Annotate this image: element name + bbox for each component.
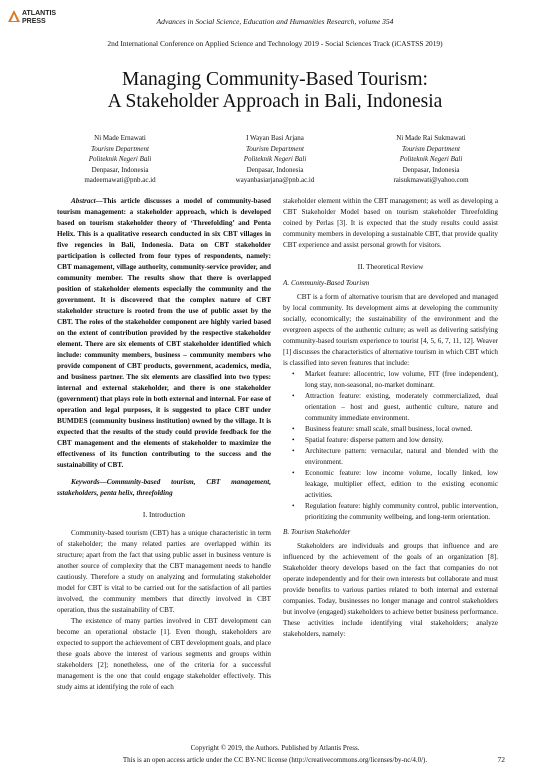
- paragraph: CBT is a form of alternative tourism that are developed and managed by local community. Its development aims at developing the community socially, economically; the sustainability of the environment and the evergreen aspects of the authentic culture; as well as delivering satisfying community-based tourism experience to tourist [4, 5, 6, 7, 11, 12]. Weaver [1] discusses the characteristics of alternative tourism in which CBT which is classified into seven features that include:: [283, 293, 498, 367]
- right-column: [283, 196, 498, 640]
- section-heading-review: II. Theoretical Review: [357, 262, 424, 271]
- list-item: • Spatial feature: disperse pattern and low density.: [305, 435, 498, 446]
- subsection-heading-stakeholder: B. Tourism Stakeholder: [283, 528, 351, 536]
- feature-list: [283, 369, 498, 523]
- conference-header: 2nd International Conference on Applied Science and Technology 2019 - Social Sciences Track (iCASTSS 2019): [107, 39, 443, 48]
- copyright-notice: Copyright © 2019, the Authors. Published by Atlantis Press.: [190, 744, 360, 752]
- paragraph: Stakeholders are individuals and groups that influence and are influenced by the achievement of the goals of an organization [8]. Stakeholder theory develops based on the fact that companies do not operate independently and for their own interests but collaborate and must provide benefits to various parties related to both internal and external companies. Today, businesses no longer manage and control stakeholders but involve (engaged) stakeholders to achieve better business performance. These activities include identifying vital stakeholders; analyze stakeholders, namely:: [283, 542, 498, 638]
- paragraph: stakeholder element within the CBT management; as well as developing a CBT Stakeholder Model based on tourism stakeholder Threefolding coined by Perlas [3]. It is expected that the study results could assist community members in developing a sustainable CBT, that provide quality CBT experience and assist personal growth for visitors.: [283, 197, 498, 249]
- list-item: • Architecture pattern: vernacular, natural and blended with the environment.: [305, 446, 498, 468]
- journal-header: Advances in Social Science, Education and Humanities Research, volume 354: [156, 17, 394, 26]
- author-block: Ni Made Rai Sukmawati Tourism Department Politeknik Negeri Bali Denpasar, Indonesia raisukmawati@yahoo.com: [393, 134, 469, 184]
- list-item: • Economic feature: low income volume, locally linked, low leakage, multiplier effect, edition to the existing economic activities.: [305, 468, 498, 501]
- section-heading-introduction: I. Introduction: [142, 510, 186, 519]
- list-item: • Business feature: small scale, small business, local owned.: [305, 424, 498, 435]
- list-item: • Attraction feature: existing, moderately commercialized, dual orientation – host and guest, authentic culture, nature and community immediate environment.: [305, 391, 498, 424]
- paragraph: Community-based tourism (CBT) has a unique characteristic in term of stakeholder; the many related parties are overlapped within its structure; apart from the fact that using public asset in business venture is another source of complexity that the CBT management needs to handle cautiously. Therefore a study on analyzing and formulating stakeholder model for CBT is vital to be carried out for the satisfaction of all parties involved, the community members that directly involved in CBT operation, thus the sustainability of CBT.: [57, 529, 271, 614]
- list-item: • Market feature: allocentric, low volume, FIT (free independent), long stay, non-seasonal, no-market dominant.: [305, 369, 498, 391]
- author-block: I Wayan Basi Arjana Tourism Department Politeknik Negeri Bali Denpasar, Indonesia wayanbasiarjana@pnb.ac.id: [235, 134, 315, 184]
- paper-title: Managing Community-Based Tourism: A Stakeholder Approach in Bali, Indonesia: [107, 69, 443, 112]
- list-item: • Regulation feature: highly community control, public intervention, prioritizing the community wellbeing, and long-term orientation.: [305, 501, 498, 523]
- page-number: 72: [497, 755, 505, 764]
- keywords: Keywords—Community-based tourism, CBT management, sstakeholders, penta helix, threefolding: [57, 478, 271, 497]
- subsection-heading-cbt: A. Community-Based Tourism: [283, 279, 370, 287]
- author-block: Ni Made Ernawati Tourism Department Politeknik Negeri Bali Denpasar, Indonesia madeernawati@pnb.ac.id: [84, 134, 156, 184]
- left-column: [57, 196, 271, 693]
- publisher-name: ATLANTIS PRESS: [22, 10, 57, 25]
- paragraph: The existence of many parties involved in CBT development can become an operational obstacle [1]. Even though, stakeholders are expected to support the achievement of CBT development goals, and place these goals above the interest of various segments and groups within stakeholders [2]; nonetheless, one of the criteria for a successful management is the one that could engage stakeholder effectively. This study aims at identifying the role of each: [57, 617, 271, 691]
- abstract: Abstract—This article discusses a model of community-based tourism management: a stakeholder approach, which is developed based on tourism stakeholder theory of ‘Threefolding’ and Penta Helix. This is a qualitative research conducted in six CBT villages in five regencies in Bali, Indonesia. Data on CBT stakeholder participation is collected from four types of respondents, namely: CBT management, village authority, community-service provider, and community member. The results show that there is overlapped position of stakeholder elements especially the community and the government. It is discovered that the complex nature of CBT stakeholder structure is rooted from the use of public asset by the CBT. The roles of the stakeholder component are highly varied based on the extent of contribution provided by the respective stakeholder element. There are six elements of CBT stakeholder identified which include: community members, business – community members who provide component of CBT products, government, academics, media, and business partner. The six elements are classified into two types: internal and external stakeholder, and there is one stakeholder (government) that plays role in both external and internal. For ease of operation and legal purposes, it is suggested to place CBT under BUMDES (community business institution) owned by the village. It is expected that the results of the study could provide feedback for the CBT management and the elements of stakeholder to maximize the effectiveness of its function contributing to the success and the sustainability of CBT.: [57, 197, 271, 469]
- license-notice: This is an open access article under the CC BY-NC license (http://creativecommons.org/licenses/by-nc/4.0/).: [122, 756, 428, 764]
